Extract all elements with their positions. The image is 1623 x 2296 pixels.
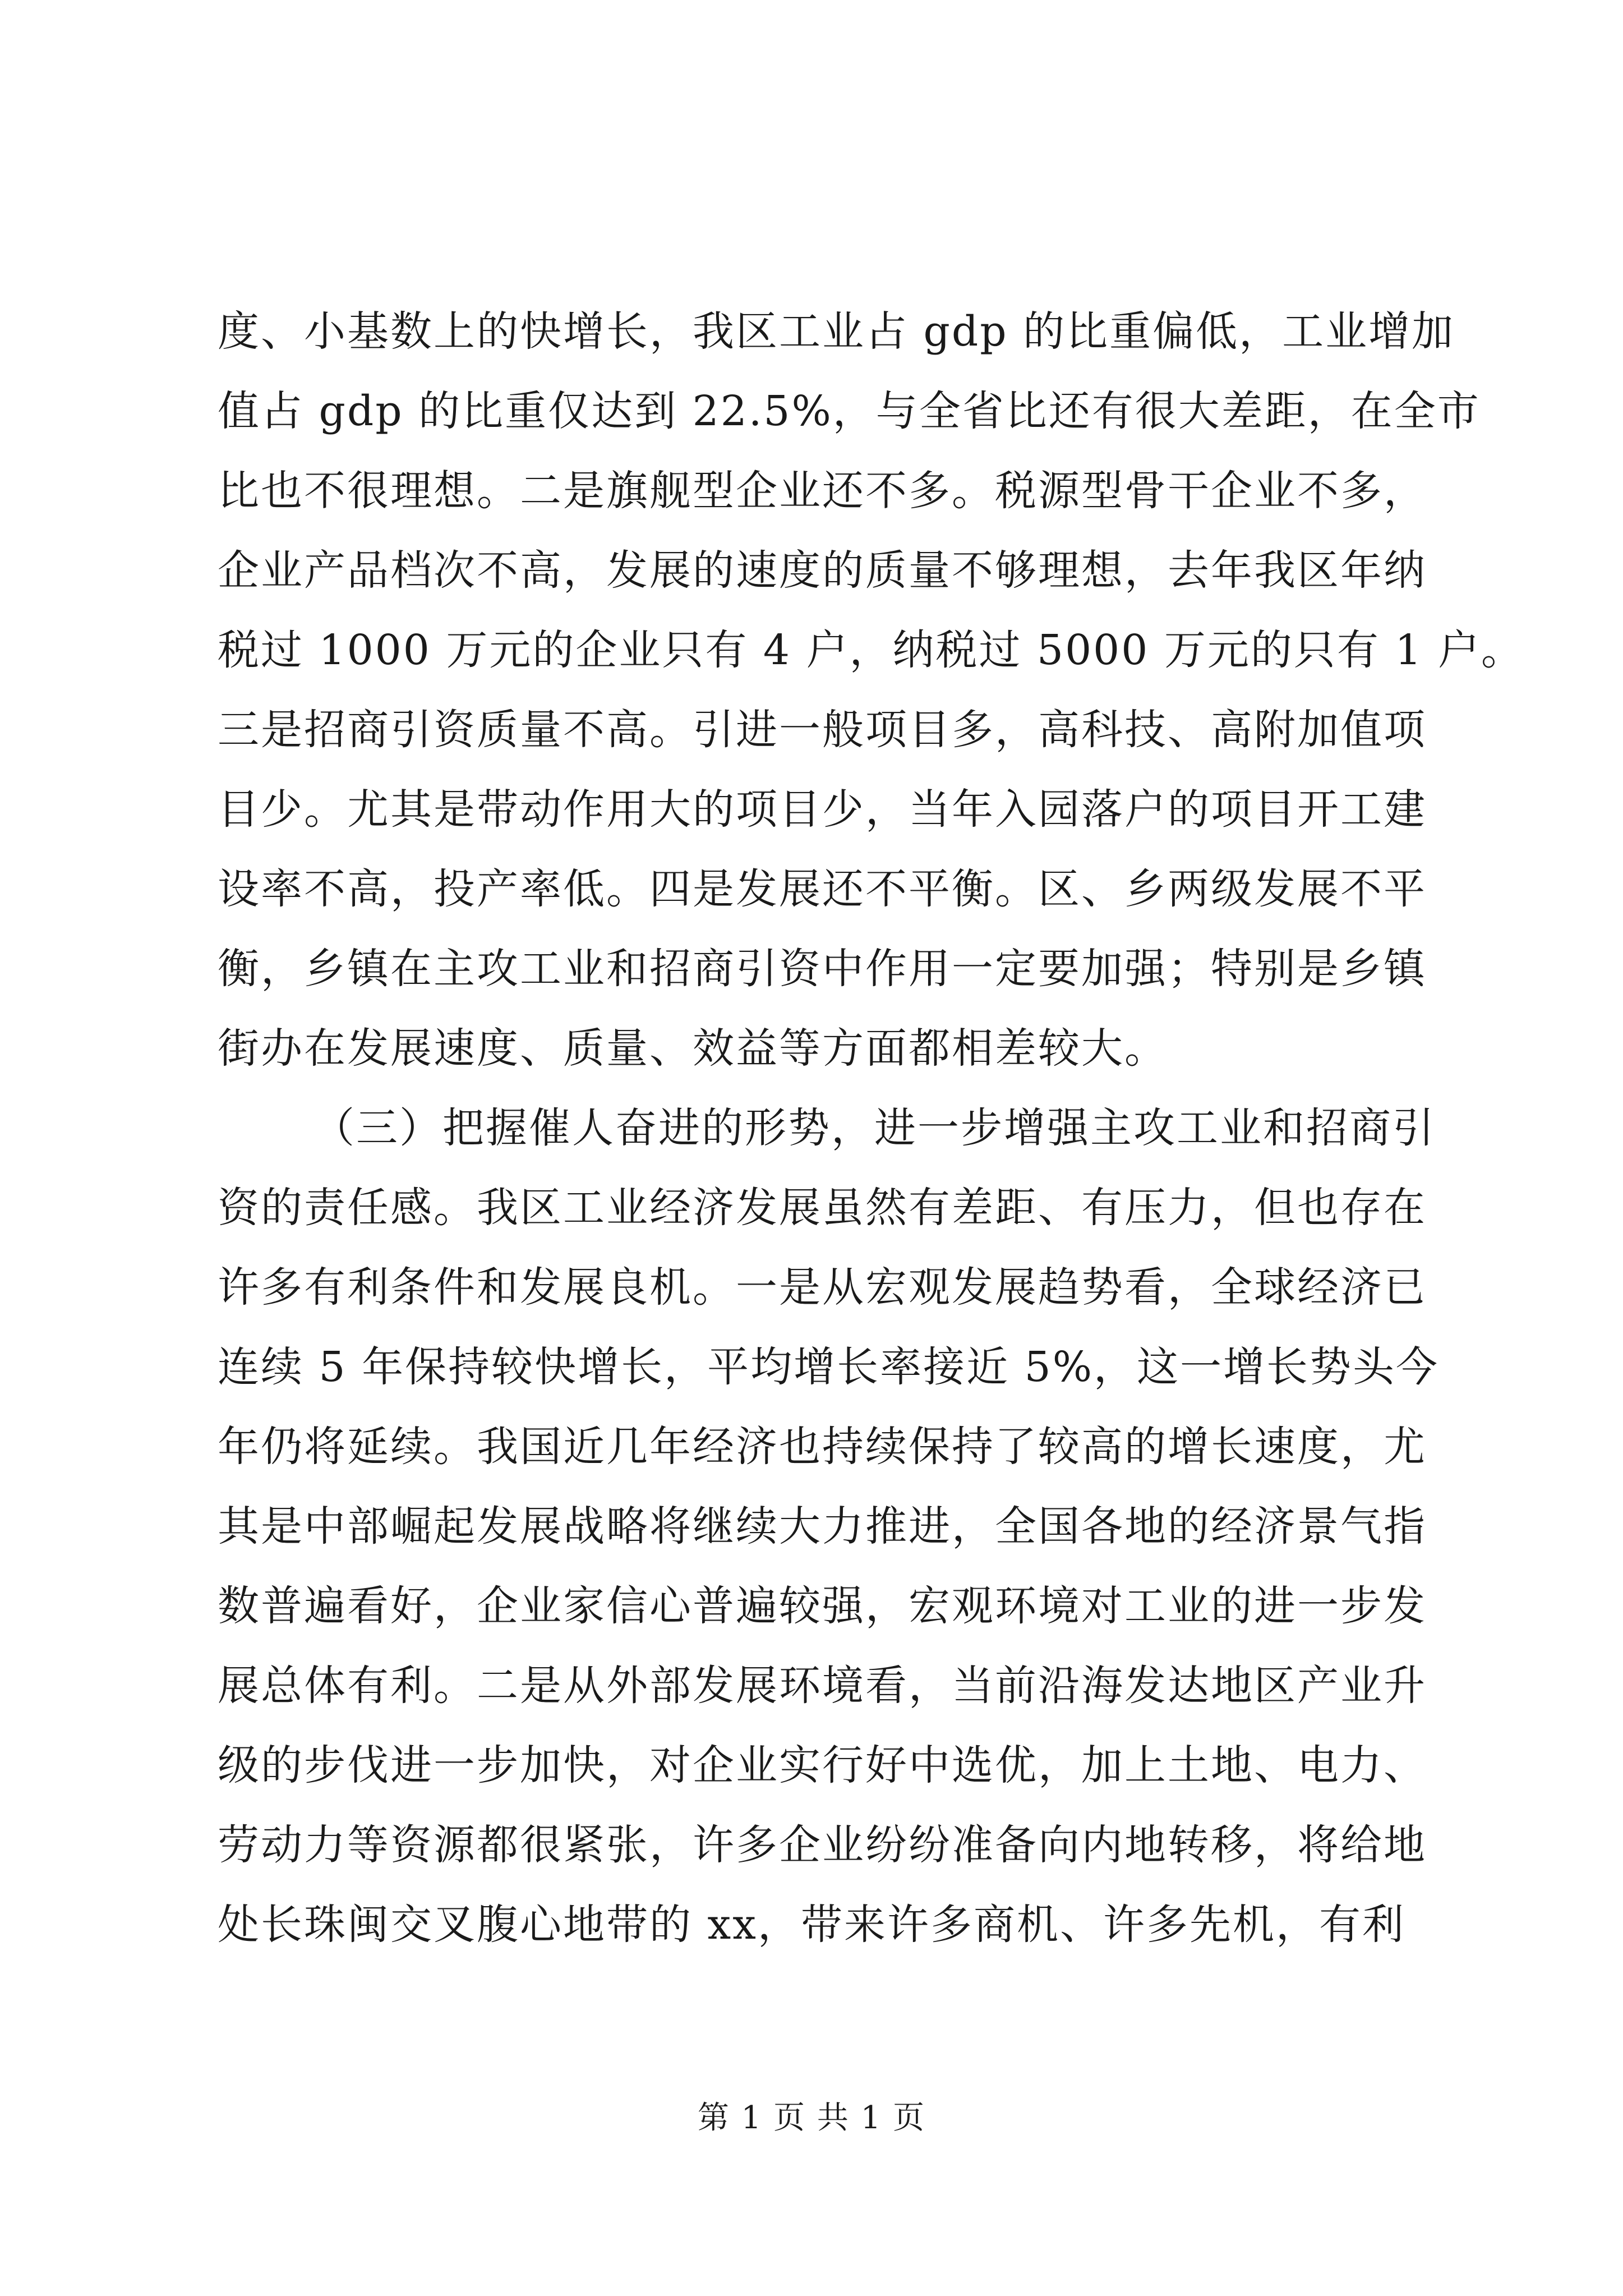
text-line: 其是中部崛起发展战略将继续大力推进，全国各地的经济景气指 [218, 1502, 1427, 1550]
text-line: 数普遍看好，企业家信心普遍较强，宏观环境对工业的进一步发 [218, 1582, 1427, 1630]
text-line: 值占 gdp 的比重仅达到 22.5%，与全省比还有很大差距，在全市 [218, 387, 1481, 435]
text-line: 展总体有利。二是从外部发展环境看，当前沿海发达地区产业升 [218, 1662, 1427, 1710]
text-line: 衡，乡镇在主攻工业和招商引资中作用一定要加强；特别是乡镇 [218, 945, 1427, 993]
text-line: 年仍将延续。我国近几年经济也持续保持了较高的增长速度，尤 [218, 1423, 1427, 1471]
text-line: 连续 5 年保持较快增长，平均增长率接近 5%，这一增长势头今 [218, 1343, 1440, 1391]
text-line: 级的步伐进一步加快，对企业实行好中选优，加上土地、电力、 [218, 1741, 1427, 1789]
text-line: 劳动力等资源都很紧张，许多企业纷纷准备向内地转移，将给地 [218, 1821, 1427, 1869]
text-line: 处长珠闽交叉腹心地带的 xx，带来许多商机、许多先机，有利 [218, 1901, 1405, 1949]
text-line: 度、小基数上的快增长，我区工业占 gdp 的比重偏低，工业增加 [218, 307, 1455, 356]
text-line: 三是招商引资质量不高。引进一般项目多，高科技、高附加值项 [218, 706, 1427, 754]
text-line: 街办在发展速度、质量、效益等方面都相差较大。 [218, 1024, 1168, 1073]
text-line: 资的责任感。我区工业经济发展虽然有差距、有压力，但也存在 [218, 1184, 1427, 1232]
text-line: 许多有利条件和发展良机。一是从宏观发展趋势看，全球经济已 [218, 1263, 1427, 1312]
body-text [218, 292, 1524, 1964]
text-line: 比也不很理想。二是旗舰型企业还不多。税源型骨干企业不多， [218, 467, 1427, 515]
paragraph-start-line: （三）把握催人奋进的形势，进一步增强主攻工业和招商引 [313, 1104, 1436, 1152]
text-line: 企业产品档次不高，发展的速度的质量不够理想，去年我区年纳 [218, 546, 1427, 595]
page-number-footer: 第 1 页 共 1 页 [697, 2100, 926, 2136]
text-line: 设率不高，投产率低。四是发展还不平衡。区、乡两级发展不平 [218, 865, 1427, 913]
text-line: 目少。尤其是带动作用大的项目少，当年入园落户的项目开工建 [218, 785, 1427, 834]
text-line: 税过 1000 万元的企业只有 4 户，纳税过 5000 万元的只有 1 户。 [218, 626, 1524, 674]
